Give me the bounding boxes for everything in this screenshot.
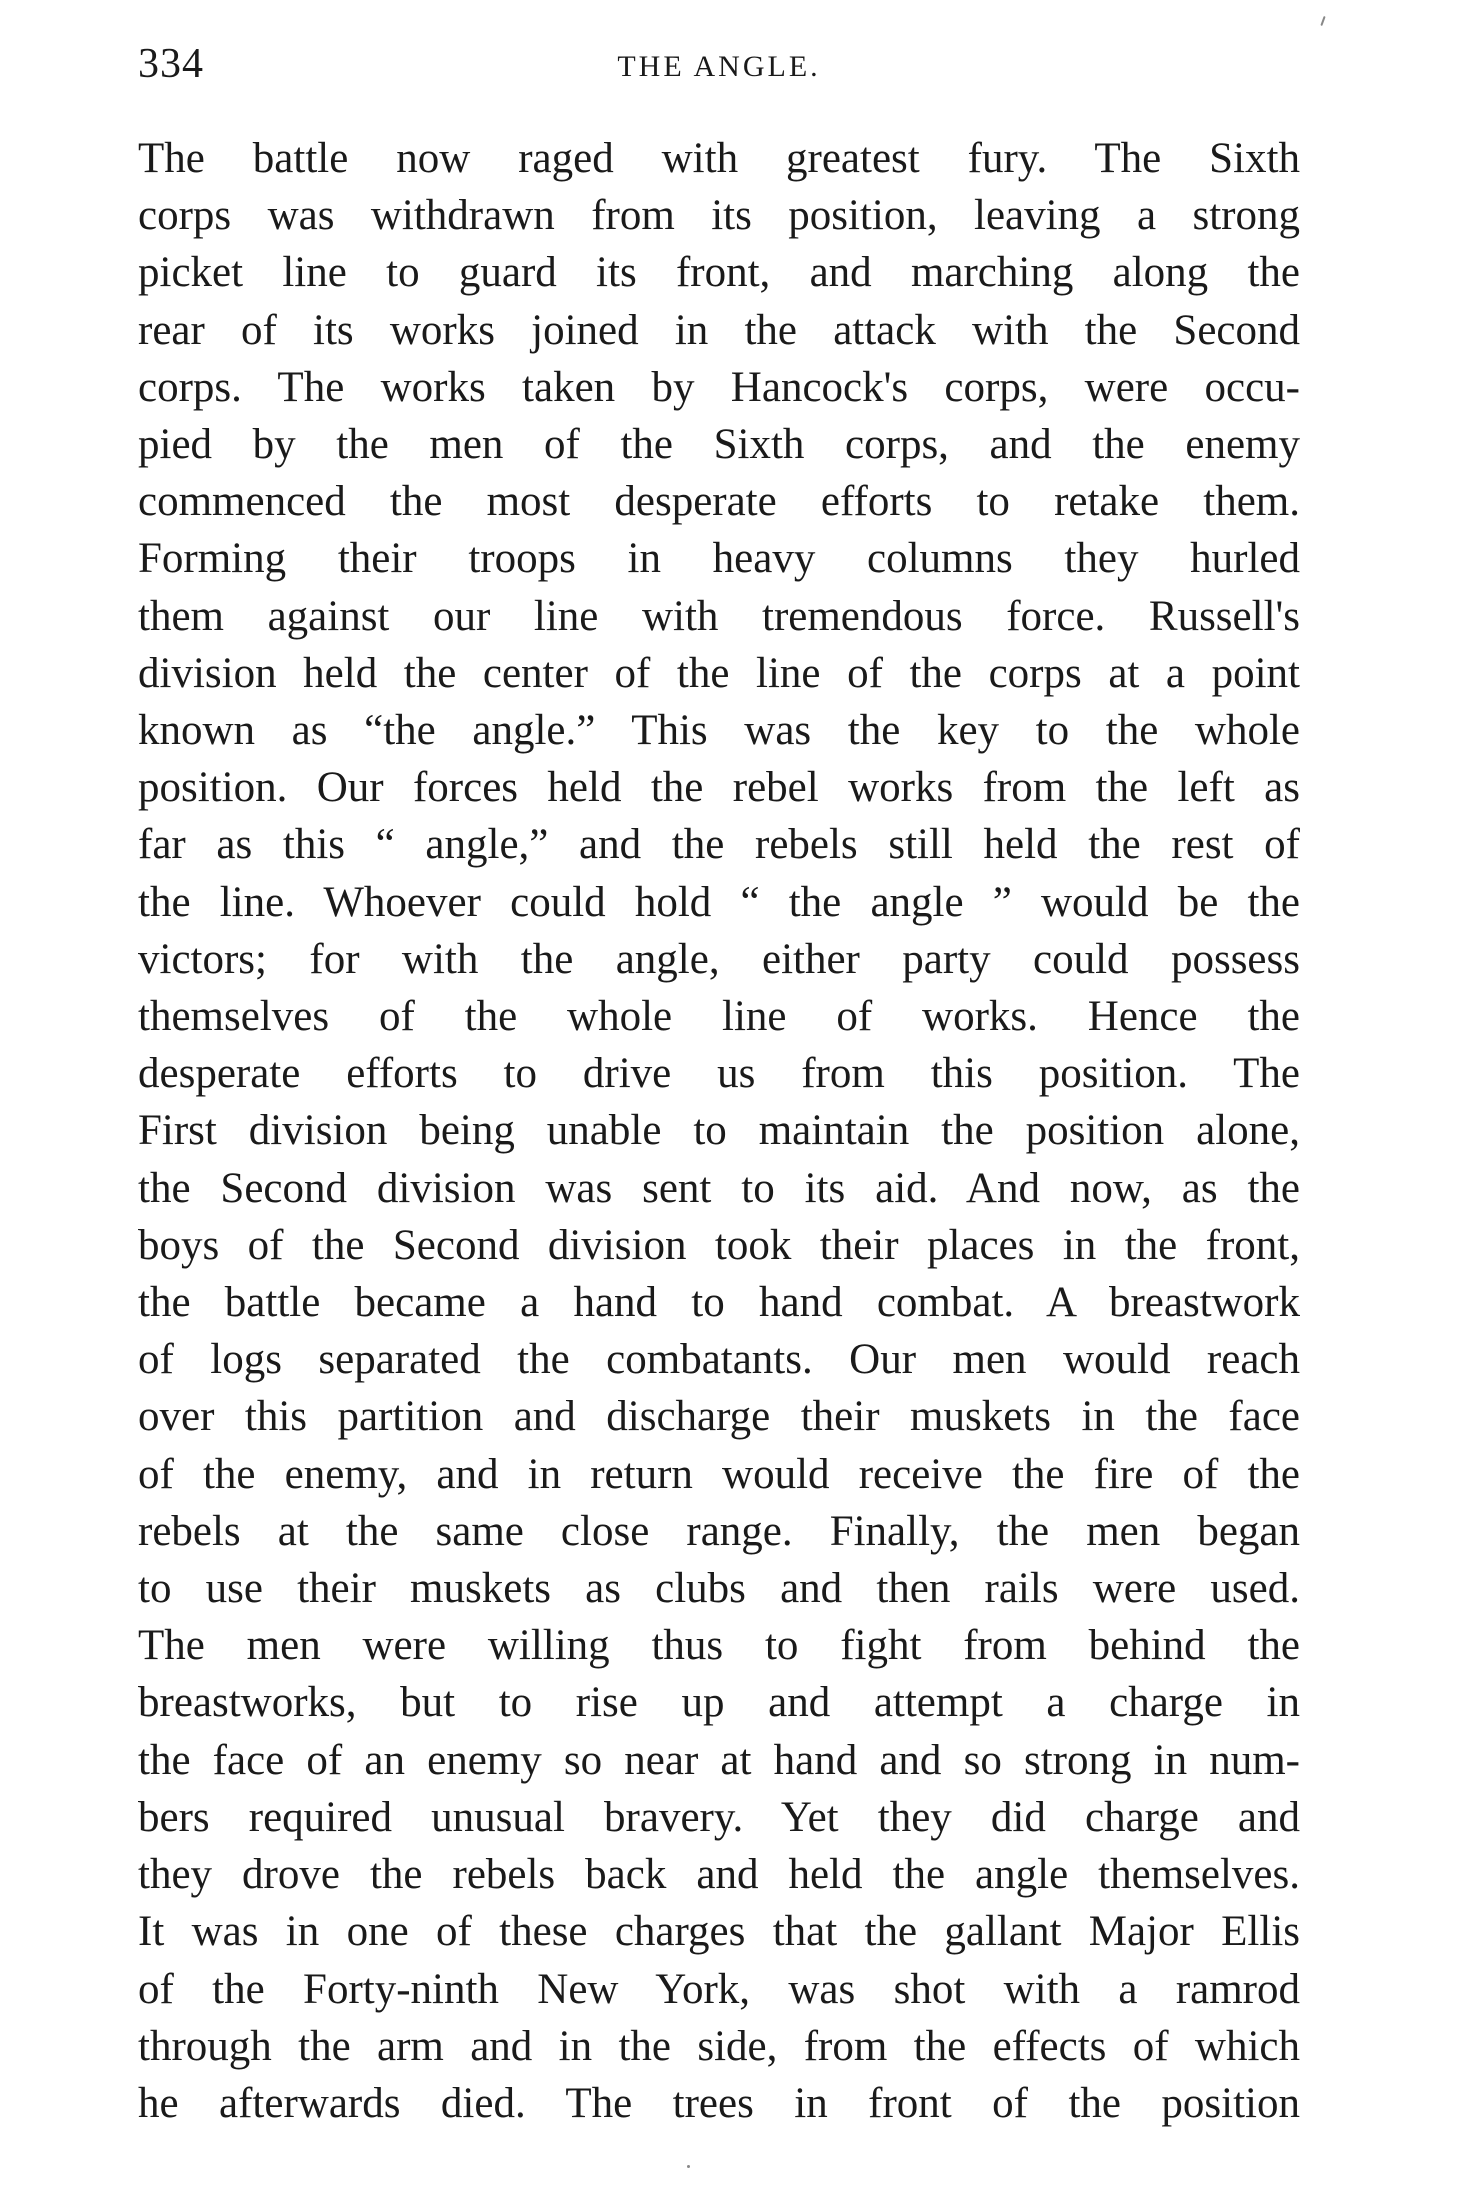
text-line: The battle now raged with greatest fury. The Sixth — [138, 135, 1300, 182]
text-line: the line. Whoever could hold “ the angle ” would be the — [138, 878, 1300, 926]
text-line: breastworks, but to rise up and attempt a charge in — [138, 1679, 1300, 1727]
text-line: Forming their troops in heavy columns they hurled — [138, 535, 1300, 583]
text-line: of logs separated the combatants. Our men would reach — [138, 1336, 1300, 1384]
text-line: of the Forty-ninth New York, was shot with a ramrod — [138, 1965, 1300, 2013]
text-line: bers required unusual bravery. Yet they did charge and — [138, 1793, 1300, 1841]
text-line: victors; for with the angle, either party could possess — [138, 935, 1300, 983]
page-number: 334 — [138, 41, 204, 87]
text-line: corps was withdrawn from its position, leaving a strong — [138, 192, 1300, 240]
text-line: boys of the Second division took their places in the front, — [138, 1221, 1300, 1269]
text-line: division held the center of the line of the corps at a point — [138, 649, 1300, 697]
text-line: they drove the rebels back and held the angle themselves. — [138, 1851, 1300, 1899]
text-line: over this partition and discharge their muskets in the face — [138, 1393, 1300, 1441]
text-line: the battle became a hand to hand combat. A breastwork — [138, 1279, 1300, 1327]
text-line: known as “the angle.” This was the key to the whole — [138, 707, 1300, 755]
text-line: It was in one of these charges that the gallant Major Ellis — [138, 1908, 1300, 1956]
text-line: he afterwards died. The trees in front of the position — [138, 2079, 1300, 2127]
text-line: the Second division was sent to its aid. And now, as the — [138, 1164, 1300, 1212]
text-line: The men were willing thus to fight from behind the — [138, 1622, 1300, 1670]
paper-speck — [687, 2165, 690, 2168]
text-line: First division being unable to maintain the position alone, — [138, 1107, 1300, 1155]
text-line: commenced the most desperate efforts to retake them. — [138, 478, 1300, 526]
text-line: position. Our forces held the rebel works from the left as — [138, 764, 1300, 812]
text-line: picket line to guard its front, and marching along the — [138, 249, 1300, 297]
text-line: of the enemy, and in return would receive the fire of the — [138, 1450, 1300, 1498]
text-line: themselves of the whole line of works. Hence the — [138, 993, 1300, 1041]
text-line: them against our line with tremendous force. Russell's — [138, 592, 1300, 640]
page-header — [138, 36, 1300, 96]
text-line: through the arm and in the side, from the effects of which — [138, 2022, 1300, 2070]
paper-speck — [1320, 16, 1325, 26]
running-head: THE ANGLE. — [617, 50, 821, 83]
body-text — [138, 130, 1300, 2132]
text-line: corps. The works taken by Hancock's corps, were occu- — [138, 363, 1300, 411]
text-line: far as this “ angle,” and the rebels still held the rest of — [138, 821, 1300, 869]
text-line: to use their muskets as clubs and then rails were used. — [138, 1565, 1300, 1613]
text-line: the face of an enemy so near at hand and so strong in num- — [138, 1736, 1300, 1784]
text-line: desperate efforts to drive us from this position. The — [138, 1050, 1300, 1098]
text-line: rebels at the same close range. Finally, the men began — [138, 1507, 1300, 1555]
text-line: rear of its works joined in the attack with the Second — [138, 306, 1300, 354]
text-line: pied by the men of the Sixth corps, and the enemy — [138, 421, 1300, 469]
